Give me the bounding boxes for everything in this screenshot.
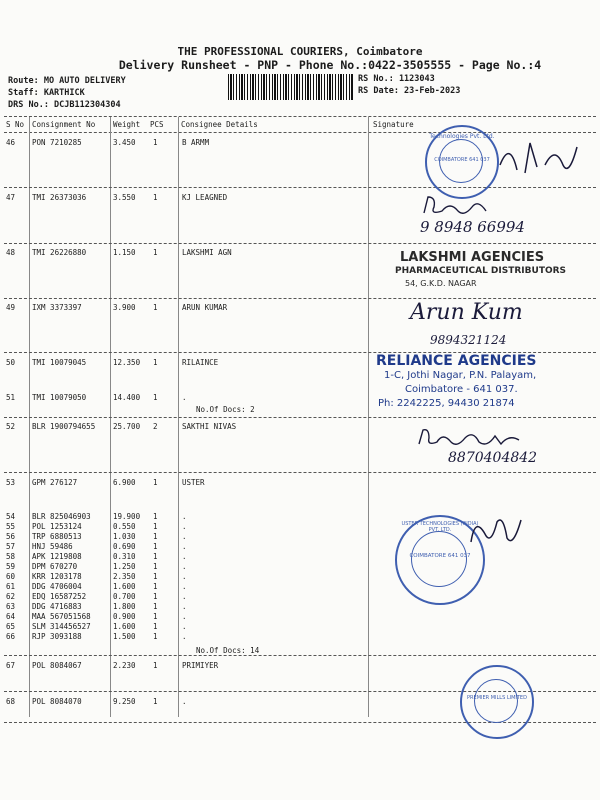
consignment-number: POL 8084067: [32, 661, 82, 670]
agency-stamp-line: PHARMACEUTICAL DISTRIBUTORS: [395, 266, 567, 276]
seal-city: COIMBATORE 641 037: [409, 553, 471, 559]
row-rule: [4, 243, 596, 244]
consignee-name: B ARMM: [182, 138, 210, 147]
weight-value: 1.250: [113, 562, 136, 571]
header-rule: [4, 132, 596, 133]
handwritten-phone: 9 8948 66994: [420, 218, 525, 236]
col-header-sno: S No: [6, 120, 25, 129]
consignment-number: HNJ 59486: [32, 542, 73, 551]
docs-count-note: No.Of Docs: 14: [196, 646, 260, 655]
serial-number: 65: [6, 622, 16, 631]
consignment-number: BLR 825046903: [32, 512, 91, 521]
weight-value: 0.900: [113, 612, 136, 621]
consignment-number: RJP 3093188: [32, 632, 82, 641]
consignment-number: IXM 3373397: [32, 303, 82, 312]
rs-number: RS No.: 1123043: [358, 74, 435, 84]
handwritten-phone: 8870404842: [448, 450, 538, 466]
weight-value: 1.500: [113, 632, 136, 641]
pieces-count: 1: [153, 622, 158, 631]
pieces-count: 1: [153, 602, 158, 611]
consignment-number: TMI 10079050: [32, 393, 87, 402]
serial-number: 66: [6, 632, 16, 641]
pieces-count: 1: [153, 303, 158, 312]
pieces-count: 1: [153, 562, 158, 571]
consignee-name: .: [182, 582, 187, 591]
serial-number: 63: [6, 602, 16, 611]
agency-stamp-address: 1-C, Jothi Nagar, P.N. Palayam,: [384, 370, 537, 381]
consignment-number: DDG 4716883: [32, 602, 82, 611]
consignee-name: .: [182, 697, 187, 706]
agency-stamp-city: Coimbatore - 641 037.: [405, 384, 518, 395]
weight-value: 1.150: [113, 248, 136, 257]
col-header-pcs: PCS: [150, 120, 164, 129]
consignment-number: SLM 314456527: [32, 622, 91, 631]
col-header-consignee: Consignee Details: [181, 120, 258, 129]
consignee-name: KJ LEAGNED: [182, 193, 228, 202]
seal-inner-ring: [411, 531, 467, 587]
handwritten-name: Arun Kum: [410, 300, 523, 325]
weight-value: 1.030: [113, 532, 136, 541]
weight-value: 9.250: [113, 697, 136, 706]
weight-value: 19.900: [113, 512, 141, 521]
consignee-name: .: [182, 512, 187, 521]
serial-number: 49: [6, 303, 16, 312]
serial-number: 55: [6, 522, 16, 531]
handwritten-phone: 9894321124: [430, 333, 507, 347]
consignee-name: .: [182, 552, 187, 561]
staff-label: Staff: KARTHICK: [8, 88, 85, 98]
consignment-number: EDQ 16587252: [32, 592, 87, 601]
weight-value: 3.900: [113, 303, 136, 312]
consignee-name: .: [182, 542, 187, 551]
consignee-name: .: [182, 602, 187, 611]
consignment-number: DPM 670270: [32, 562, 78, 571]
agency-stamp-name: LAKSHMI AGENCIES: [400, 250, 545, 265]
weight-value: 1.800: [113, 602, 136, 611]
pieces-count: 1: [153, 358, 158, 367]
pieces-count: 1: [153, 661, 158, 670]
serial-number: 68: [6, 697, 16, 706]
consignee-name: .: [182, 393, 187, 402]
serial-number: 46: [6, 138, 16, 147]
consignment-number: PON 7210285: [32, 138, 82, 147]
consignee-name: .: [182, 572, 187, 581]
signature-scribble: [465, 512, 525, 552]
agency-stamp-name: RELIANCE AGENCIES: [376, 353, 537, 369]
signature-scribble: [415, 426, 525, 450]
pieces-count: 1: [153, 697, 158, 706]
seal-text: PREMIER MILLS LIMITED: [467, 695, 527, 701]
consignee-name: .: [182, 632, 187, 641]
table-top-rule: [4, 116, 596, 117]
consignment-number: TRP 6880513: [32, 532, 82, 541]
row-rule: [4, 298, 596, 299]
consignment-number: DDG 4706004: [32, 582, 82, 591]
serial-number: 53: [6, 478, 16, 487]
weight-value: 14.400: [113, 393, 141, 402]
signature-scribble: [420, 193, 500, 219]
consignment-number: BLR 1900794655: [32, 422, 96, 431]
route-label: Route: MO AUTO DELIVERY: [8, 76, 126, 86]
docs-count-note: No.Of Docs: 2: [196, 405, 255, 414]
consignee-name: USTER: [182, 478, 205, 487]
serial-number: 62: [6, 592, 16, 601]
weight-value: 2.230: [113, 661, 136, 670]
row-rule: [4, 655, 596, 656]
pieces-count: 1: [153, 138, 158, 147]
serial-number: 47: [6, 193, 16, 202]
weight-value: 6.900: [113, 478, 136, 487]
runsheet-subtitle: Delivery Runsheet - PNP - Phone No.:0422-3505555 - Page No.:4: [118, 58, 542, 72]
pieces-count: 1: [153, 193, 158, 202]
pieces-count: 1: [153, 612, 158, 621]
seal-text: Technologies Pvt. Ltd.: [429, 133, 495, 140]
pieces-count: 2: [153, 422, 158, 431]
weight-value: 0.690: [113, 542, 136, 551]
consignee-name: RILAINCE: [182, 358, 219, 367]
col-header-signature: Signature: [373, 120, 414, 129]
serial-number: 58: [6, 552, 16, 561]
pieces-count: 1: [153, 572, 158, 581]
serial-number: 48: [6, 248, 16, 257]
company-title: THE PROFESSIONAL COURIERS, Coimbatore: [177, 45, 423, 58]
consignment-number: TMI 10079045: [32, 358, 87, 367]
consignee-name: ARUN KUMAR: [182, 303, 228, 312]
consignment-number: GPM 276127: [32, 478, 78, 487]
seal-text: USTER TECHNOLOGIES (INDIA) PVT. LTD.: [401, 521, 479, 533]
consignee-name: .: [182, 592, 187, 601]
col-header-weight: Weight: [113, 120, 141, 129]
serial-number: 50: [6, 358, 16, 367]
consignment-number: TMI 26226880: [32, 248, 87, 257]
consignee-name: SAKTHI NIVAS: [182, 422, 237, 431]
pieces-count: 1: [153, 522, 158, 531]
serial-number: 56: [6, 532, 16, 541]
serial-number: 54: [6, 512, 16, 521]
company-seal-stamp: [460, 665, 534, 739]
consignee-name: PRIMIYER: [182, 661, 219, 670]
weight-value: 1.600: [113, 582, 136, 591]
pieces-count: 1: [153, 532, 158, 541]
consignee-name: .: [182, 612, 187, 621]
consignment-number: APK 1219808: [32, 552, 82, 561]
pieces-count: 1: [153, 592, 158, 601]
weight-value: 2.350: [113, 572, 136, 581]
weight-value: 0.550: [113, 522, 136, 531]
serial-number: 59: [6, 562, 16, 571]
row-rule: [4, 472, 596, 473]
consignment-number: MAA 567051568: [32, 612, 91, 621]
consignee-name: LAKSHMI AGN: [182, 248, 232, 257]
serial-number: 67: [6, 661, 16, 670]
weight-value: 3.550: [113, 193, 136, 202]
col-header-consignment: Consignment No: [32, 120, 96, 129]
consignment-number: POL 1253124: [32, 522, 82, 531]
seal-city: COIMBATORE 641 037: [434, 157, 490, 163]
row-rule: [4, 417, 596, 418]
pieces-count: 1: [153, 512, 158, 521]
pieces-count: 1: [153, 552, 158, 561]
pieces-count: 1: [153, 582, 158, 591]
agency-stamp-phone: Ph: 2242225, 94430 21874: [378, 398, 515, 409]
consignee-name: .: [182, 522, 187, 531]
serial-number: 52: [6, 422, 16, 431]
weight-value: 0.700: [113, 592, 136, 601]
weight-value: 25.700: [113, 422, 141, 431]
weight-value: 3.450: [113, 138, 136, 147]
consignment-number: KRR 1203178: [32, 572, 82, 581]
serial-number: 51: [6, 393, 16, 402]
row-rule: [4, 187, 596, 188]
serial-number: 61: [6, 582, 16, 591]
pieces-count: 1: [153, 632, 158, 641]
signature-scribble: [495, 135, 585, 180]
pieces-count: 1: [153, 478, 158, 487]
weight-value: 0.310: [113, 552, 136, 561]
pieces-count: 1: [153, 393, 158, 402]
consignee-name: .: [182, 562, 187, 571]
weight-value: 12.350: [113, 358, 141, 367]
pieces-count: 1: [153, 248, 158, 257]
barcode-image: [228, 74, 353, 100]
serial-number: 60: [6, 572, 16, 581]
agency-stamp-address: 54, G.K.D. NAGAR: [405, 279, 477, 288]
weight-value: 1.600: [113, 622, 136, 631]
company-seal-stamp: [425, 125, 499, 199]
serial-number: 57: [6, 542, 16, 551]
consignee-name: .: [182, 622, 187, 631]
consignment-number: POL 8084070: [32, 697, 82, 706]
consignment-number: TMI 26373036: [32, 193, 87, 202]
consignee-name: .: [182, 532, 187, 541]
serial-number: 64: [6, 612, 16, 621]
seal-inner-ring: [474, 679, 518, 723]
drs-number: DRS No.: DCJB112304304: [8, 100, 121, 110]
pieces-count: 1: [153, 542, 158, 551]
rs-date: RS Date: 23-Feb-2023: [358, 86, 461, 96]
